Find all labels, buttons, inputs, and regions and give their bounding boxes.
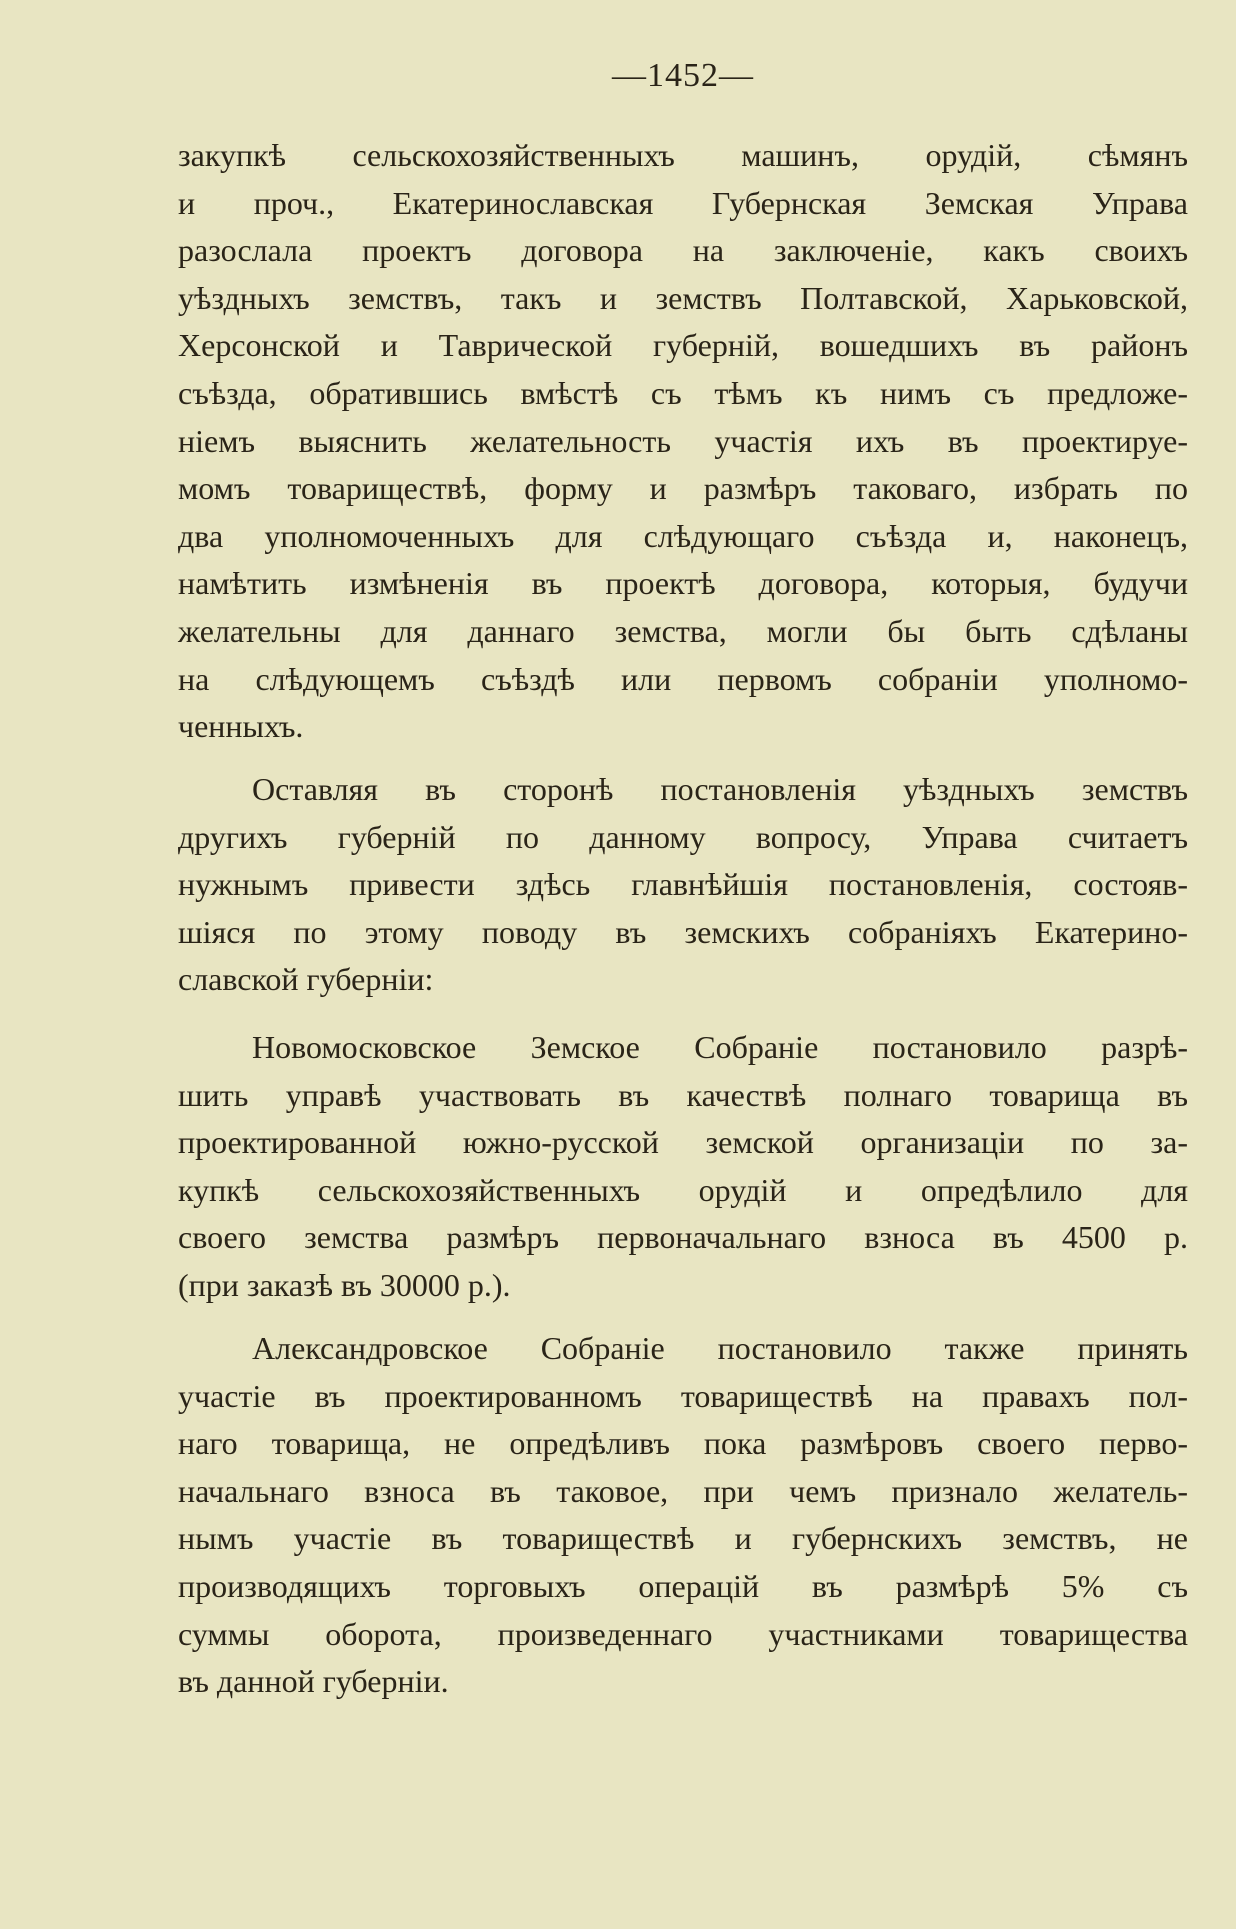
text-line: наго товарища, не опредѣливъ пока размѣровъ своего перво- <box>178 1425 1188 1462</box>
text-line: закупкѣ сельскохозяйственныхъ машинъ, орудій, сѣмянъ <box>178 137 1188 173</box>
text-line: намѣтить измѣненія въ проектѣ договора, которыя, будучи <box>178 565 1188 602</box>
text-line: въ данной губерніи. <box>178 1663 449 1700</box>
paragraph-2 <box>178 766 1188 1004</box>
text-line: Оставляя въ сторонѣ постановленія уѣздныхъ земствъ <box>252 771 1188 807</box>
text-line: Александровское Собраніе постановило также принять <box>252 1330 1188 1366</box>
text-line: и проч., Екатеринославская Губернская Земская Управа <box>178 184 1188 221</box>
text-line: другихъ губерній по данному вопросу, Управа считаетъ <box>178 818 1188 855</box>
text-line: производящихъ торговыхъ операцій въ размѣрѣ 5% съ <box>178 1567 1188 1604</box>
text-line: разослала проектъ договора на заключеніе, какъ своихъ <box>178 232 1188 269</box>
text-line: уѣздныхъ земствъ, такъ и земствъ Полтавской, Харьковской, <box>178 279 1188 316</box>
paragraph-4 <box>178 1325 1188 1706</box>
text-line: купкѣ сельскохозяйственныхъ орудій и опредѣлило для <box>178 1171 1188 1208</box>
text-line: славской губерніи: <box>178 961 434 998</box>
text-line: момъ товариществѣ, форму и размѣръ таковаго, избрать по <box>178 470 1188 507</box>
text-line: на слѣдующемъ съѣздѣ или первомъ собраніи уполномо- <box>178 660 1188 697</box>
text-line: два уполномоченныхъ для слѣдующаго съѣзда и, наконецъ, <box>178 517 1188 554</box>
paragraph-1 <box>178 132 1188 751</box>
page-number: —1452— <box>612 57 754 94</box>
text-line: Новомосковское Земское Собраніе постановило разрѣ- <box>252 1029 1188 1065</box>
paragraph-3 <box>178 1024 1188 1310</box>
text-line: участіе въ проектированномъ товариществѣ на правахъ пол- <box>178 1377 1188 1414</box>
text-line: шіяся по этому поводу въ земскихъ собраніяхъ Екатерино- <box>178 913 1188 950</box>
text-line: съѣзда, обратившись вмѣстѣ съ тѣмъ къ нимъ съ предложе- <box>178 374 1188 411</box>
text-line: желательны для даннаго земства, могли бы быть сдѣланы <box>178 612 1188 649</box>
text-line: проектированной южно-русской земской организаціи по за- <box>178 1124 1188 1161</box>
text-line: своего земства размѣръ первоначальнаго взноса въ 4500 р. <box>178 1219 1188 1256</box>
text-line: ніемъ выяснить желательность участія ихъ въ проектируе- <box>178 422 1188 459</box>
text-line: шить управѣ участвовать въ качествѣ полнаго товарища въ <box>178 1076 1188 1113</box>
text-line: нымъ участіе въ товариществѣ и губернскихъ земствъ, не <box>178 1520 1188 1557</box>
text-line: нужнымъ привести здѣсь главнѣйшія постановленія, состояв- <box>178 866 1188 903</box>
text-line: Херсонской и Таврической губерній, вошедшихъ въ районъ <box>178 327 1188 364</box>
text-line: ченныхъ. <box>178 708 304 745</box>
text-line: (при заказѣ въ 30000 р.). <box>178 1266 511 1303</box>
text-line: суммы оборота, произведеннаго участниками товарищества <box>178 1615 1188 1652</box>
text-line: начальнаго взноса въ таковое, при чемъ признало желатель- <box>178 1472 1188 1509</box>
